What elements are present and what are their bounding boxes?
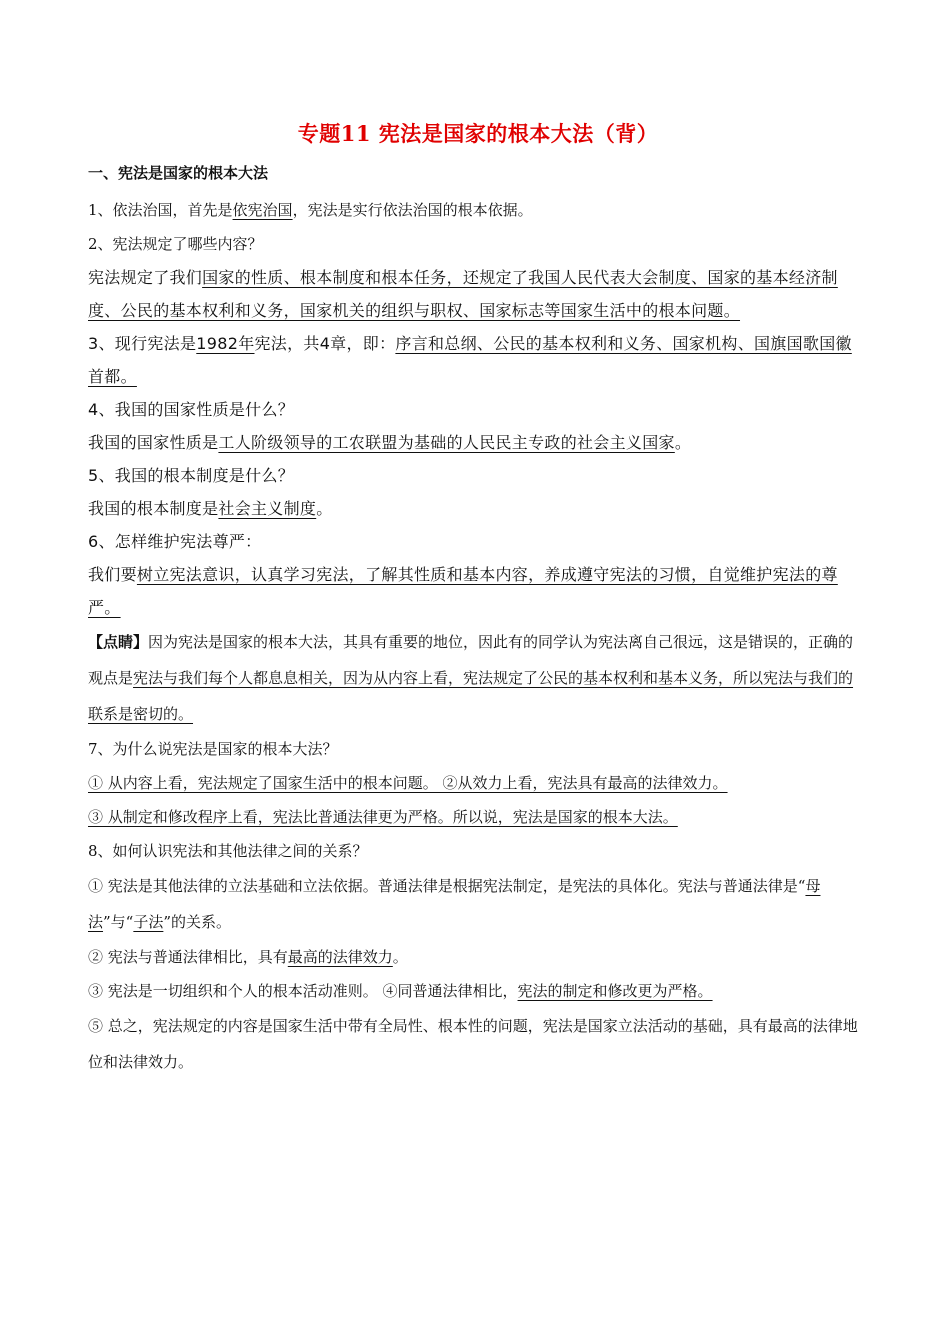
underlined-text: 社会主义制度 [218, 499, 317, 518]
answer-4 [88, 426, 868, 459]
answer-8-5: ⑤ 总之，宪法规定的内容是国家生活中带有全局性、根本性的问题，宪法是国家立法活动的基础，具有最高的法律地位和法律效力。 [88, 1017, 858, 1071]
tip-label: 【点睛】 [88, 633, 149, 651]
answer-5 [88, 492, 868, 525]
answer-8-3 [88, 974, 868, 1008]
text: ，宪法是实行依法治国的根本依据。 [292, 201, 533, 219]
underlined-text: 1982年 [196, 334, 255, 353]
underlined-text: 国家的性质、根本制度和根本任务，还规定了我国人民代表大会制度、国家的基本经济制度、公民的基本权利和义务，国家机关的组织与职权、国家标志等国家生活中的根本问题。 [88, 268, 838, 320]
text: 我国的国家性质是 [88, 433, 219, 452]
text: 我们要 [88, 565, 137, 584]
text: 宪法规定了我们 [88, 268, 203, 287]
section-heading: 一、宪法是国家的根本大法 [88, 164, 269, 182]
text: ① 宪法是其他法律的立法基础和立法依据。普通法律是根据宪法制定，是宪法的具体化。宪法与普通法律是“ [88, 877, 806, 895]
underlined-text: 子法 [133, 913, 164, 931]
answer-8-2 [88, 940, 868, 974]
answer-7-line-2 [88, 800, 868, 834]
text: ③ 宪法是一切组织和个人的根本活动准则。 ④同普通法律相比， [88, 982, 518, 1000]
underlined-text: 树立宪法意识，认真学习宪法，了解其性质和基本内容，养成遵守宪法的习惯，自觉维护宪法的尊严。 [88, 565, 838, 617]
point-1 [88, 193, 868, 227]
question-4: 4、我国的国家性质是什么？ [88, 400, 295, 419]
text: ”的关系。 [163, 913, 232, 931]
answer-8-1 [88, 868, 868, 940]
text: 3、现行宪法是 [88, 334, 197, 353]
point-3 [88, 327, 868, 393]
answer-2 [88, 261, 868, 327]
text: ”与“ [103, 913, 134, 931]
text: 。 [674, 433, 692, 452]
question-6: 6、怎样维护宪法尊严： [88, 532, 262, 551]
question-2: 2、宪法规定了哪些内容？ [88, 235, 263, 253]
answer-7-line-1 [88, 766, 868, 800]
question-7: 7、为什么说宪法是国家的根本大法？ [88, 740, 338, 758]
question-8: 8、如何认识宪法和其他法律之间的关系？ [88, 842, 368, 860]
question-5: 5、我国的根本制度是什么？ [88, 466, 295, 485]
text: 宪法，共4章，即： [254, 334, 396, 353]
text: 因为宪法是国家的根本大法，其具有重要的地位，因此有的同学认为宪法离自己很远，这是错误的，正确的观点是 [88, 633, 854, 687]
text: 1、依法治国，首先是 [88, 201, 233, 219]
underlined-text: 母法 [88, 877, 821, 931]
tip-paragraph [88, 624, 868, 732]
text: 我国的根本制度是 [88, 499, 219, 518]
text: ② 宪法与普通法律相比，具有 [88, 948, 288, 966]
underlined-text: 序言和总纲、公民的基本权利和义务、国家机构、国旗国歌国徽首都。 [88, 334, 852, 386]
page-title: 专题11 宪法是国家的根本大法（背） [297, 121, 659, 146]
underlined-text: 最高的法律效力 [287, 948, 393, 966]
underlined-text: 工人阶级领导的工农联盟为基础的人民民主专政的社会主义国家 [218, 433, 675, 452]
underlined-text: 宪法与我们每个人都息息相关，因为从内容上看，宪法规定了公民的基本权利和基本义务，所以宪法与我们的联系是密切的。 [88, 669, 854, 723]
underlined-text: ③ 从制定和修改程序上看，宪法比普通法律更为严格。所以说，宪法是国家的根本大法。 [88, 808, 678, 826]
document-page [88, 118, 868, 1080]
text: 。 [316, 499, 333, 518]
underlined-text: 依宪治国 [232, 201, 293, 219]
answer-6 [88, 558, 868, 624]
underlined-text: 宪法的制定和修改更为严格。 [517, 982, 713, 1000]
underlined-text: ① 从内容上看，宪法规定了国家生活中的根本问题。 ②从效力上看，宪法具有最高的法律效力。 [88, 774, 728, 792]
text: 。 [392, 948, 408, 966]
